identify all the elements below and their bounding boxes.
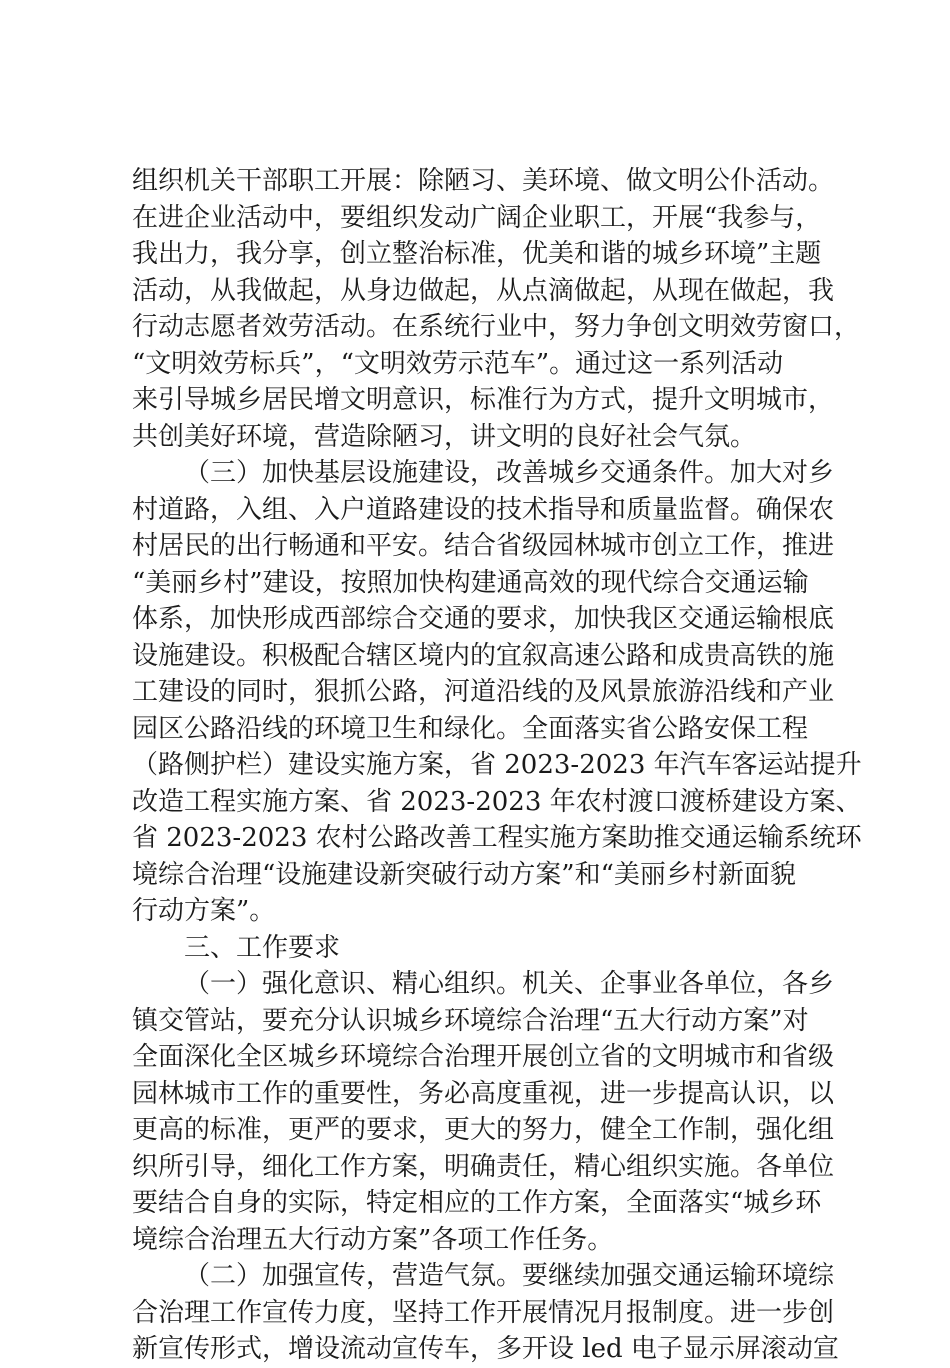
text-line: 设施建设。积极配合辖区境内的宜叙高速公路和成贵高铁的施 (132, 640, 835, 671)
text-line: 组织机关干部职工开展：除陋习、美环境、做文明公仆活动。 (132, 166, 835, 196)
text-line: 来引导城乡居民增文明意识，标准行为方式，提升文明城市， (132, 385, 835, 415)
text-line: 村居民的出行畅通和平安。结合省级园林城市创立工作，推进 (132, 531, 835, 561)
text-line: 园区公路沿线的环境卫生和绿化。全面落实省公路安保工程 (132, 713, 809, 744)
text-line: “美丽乡村”建设，按照加快构建通高效的现代综合交通运输 (132, 567, 809, 598)
text-line: 行动志愿者效劳活动。在系统行业中，努力争创文明效劳窗口， (132, 312, 861, 342)
text-line: （二）加强宣传，营造气氛。要继续加强交通运输环境综 (184, 1261, 835, 1291)
text-line: 改造工程实施方案、省 2023-2023 年农村渡口渡桥建设方案、 (132, 786, 862, 817)
text-line: 新宣传形式，增设流动宣传车，多开设 led 电子显示屏滚动宣 (132, 1334, 839, 1364)
text-line: 更高的标准，更严的要求，更大的努力，健全工作制，强化组 (132, 1115, 835, 1145)
text-line: 镇交管站，要充分认识城乡环境综合治理“五大行动方案”对 (132, 1005, 809, 1036)
text-line: 共创美好环境，营造除陋习，讲文明的良好社会气氛。 (132, 421, 757, 452)
text-line: （三）加快基层设施建设，改善城乡交通条件。加大对乡 (184, 458, 835, 488)
text-line: 活动，从我做起，从身边做起，从点滴做起，从现在做起，我 (132, 275, 835, 306)
text-line: 园林城市工作的重要性，务必高度重视，进一步提高认识，以 (132, 1078, 835, 1109)
text-line: 合治理工作宣传力度，坚持工作开展情况月报制度。进一步创 (132, 1297, 835, 1328)
text-line: 境综合治理“设施建设新突破行动方案”和“美丽乡村新面貌 (132, 859, 796, 890)
text-line: 织所引导，细化工作方案，明确责任，精心组织实施。各单位 (132, 1151, 835, 1182)
text-line: 省 2023-2023 农村公路改善工程实施方案助推交通运输系统环 (132, 823, 862, 853)
text-line: 我出力，我分享，创立整治标准，优美和谐的城乡环境”主题 (132, 239, 822, 269)
text-line: 全面深化全区城乡环境综合治理开展创立省的文明城市和省级 (132, 1042, 835, 1072)
text-line: 要结合自身的实际，特定相应的工作方案，全面落实“城乡环 (132, 1188, 822, 1218)
text-line: 三、工作要求 (184, 932, 341, 963)
text-line: 境综合治理五大行动方案”各项工作任务。 (132, 1224, 614, 1255)
text-line: 行动方案”。 (132, 896, 276, 926)
text-line: “文明效劳标兵”，“文明效劳示范车”。通过这一系列活动 (132, 348, 784, 379)
text-line: 村道路，入组、入户道路建设的技术指导和质量监督。确保农 (132, 494, 835, 525)
text-line: 在进企业活动中，要组织发动广阔企业职工，开展“我参与， (132, 202, 822, 233)
text-line: 工建设的同时，狠抓公路，河道沿线的及风景旅游沿线和产业 (132, 677, 835, 707)
text-line: （一）强化意识、精心组织。机关、企事业各单位，各乡 (184, 969, 835, 999)
text-line: 体系，加快形成西部综合交通的要求，加快我区交通运输根底 (132, 604, 835, 634)
document-body (132, 163, 862, 1368)
text-line: （路侧护栏）建设实施方案，省 2023-2023 年汽车客运站提升 (132, 750, 862, 780)
